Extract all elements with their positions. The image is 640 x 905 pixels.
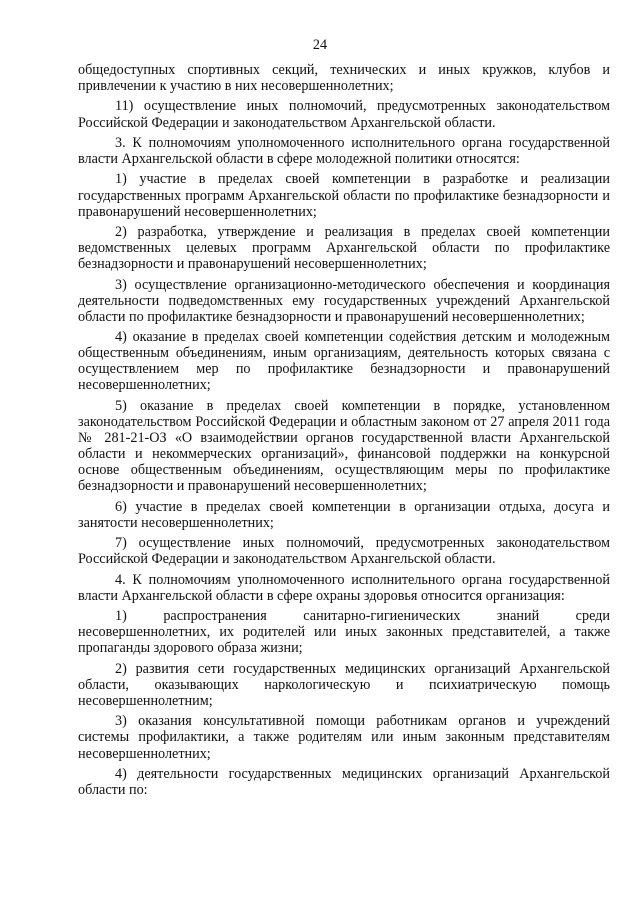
paragraph: общедоступных спортивных секций, технических и иных кружков, клубов и привлечении к участию в них несовершеннолетних;	[78, 62, 610, 95]
paragraph: 6) участие в пределах своей компетенции в организации отдыха, досуга и занятости несовершеннолетних;	[78, 498, 610, 531]
paragraph: 2) развития сети государственных медицинских организаций Архангельской области, оказывающих наркологическую и психиатрическую помощь несовершеннолетним;	[78, 660, 610, 709]
paragraph: 1) распространения санитарно-гигиенических знаний среди несовершеннолетних, их родителей или иных законных представителей, а также пропаганды здорового образа жизни;	[78, 608, 610, 657]
paragraph: 3) осуществление организационно-методического обеспечения и координация деятельности подведомственных ему государственных учреждений Архангельской области по профилактике безнадзорности и правонарушений несовершеннолетних;	[78, 276, 610, 325]
paragraph: 3. К полномочиям уполномоченного исполнительного органа государственной власти Архангельской области в сфере молодежной политики относятся:	[78, 134, 610, 168]
page-number: 24	[312, 37, 328, 53]
paragraph: 3) оказания консультативной помощи работникам органов и учреждений системы профилактики, а также родителям или иным законным представителям несовершеннолетних;	[78, 713, 610, 762]
paragraph: 4) деятельности государственных медицинских организаций Архангельской области по:	[78, 765, 610, 798]
document-body	[78, 62, 610, 802]
paragraph: 4. К полномочиям уполномоченного исполнительного органа государственной власти Архангельской области в сфере охраны здоровья относится организация:	[78, 571, 610, 604]
paragraph: 7) осуществление иных полномочий, предусмотренных законодательством Российской Федерации и законодательством Архангельской области.	[78, 535, 610, 568]
paragraph: 5) оказание в пределах своей компетенции в порядке, установленном законодательством Российской Федерации и областным законом от 27 апреля 2011 года № 281-21-ОЗ «О взаимодействии органов государственной власти Архангельской области и некоммерческих организаций», финансовой поддержки на конкурсной основе общественным объединениям, осуществляющим меры по профилактике безнадзорности и правонарушений несовершеннолетних;	[78, 397, 610, 495]
paragraph: 1) участие в пределах своей компетенции в разработке и реализации государственных программ Архангельской области по профилактике безнадзорности и правонарушений несовершеннолетних;	[78, 171, 610, 220]
paragraph: 11) осуществление иных полномочий, предусмотренных законодательством Российской Федерации и законодательством Архангельской области.	[78, 98, 610, 131]
paragraph: 4) оказание в пределах своей компетенции содействия детским и молодежным общественным объединениям, иным организациям, деятельность которых связана с осуществлением мер по профилактике безнадзорности и правонарушений несовершеннолетних;	[78, 329, 610, 394]
paragraph: 2) разработка, утверждение и реализация в пределах своей компетенции ведомственных целевых программ Архангельской области по профилактике безнадзорности и правонарушений несовершеннолетних;	[78, 224, 610, 273]
